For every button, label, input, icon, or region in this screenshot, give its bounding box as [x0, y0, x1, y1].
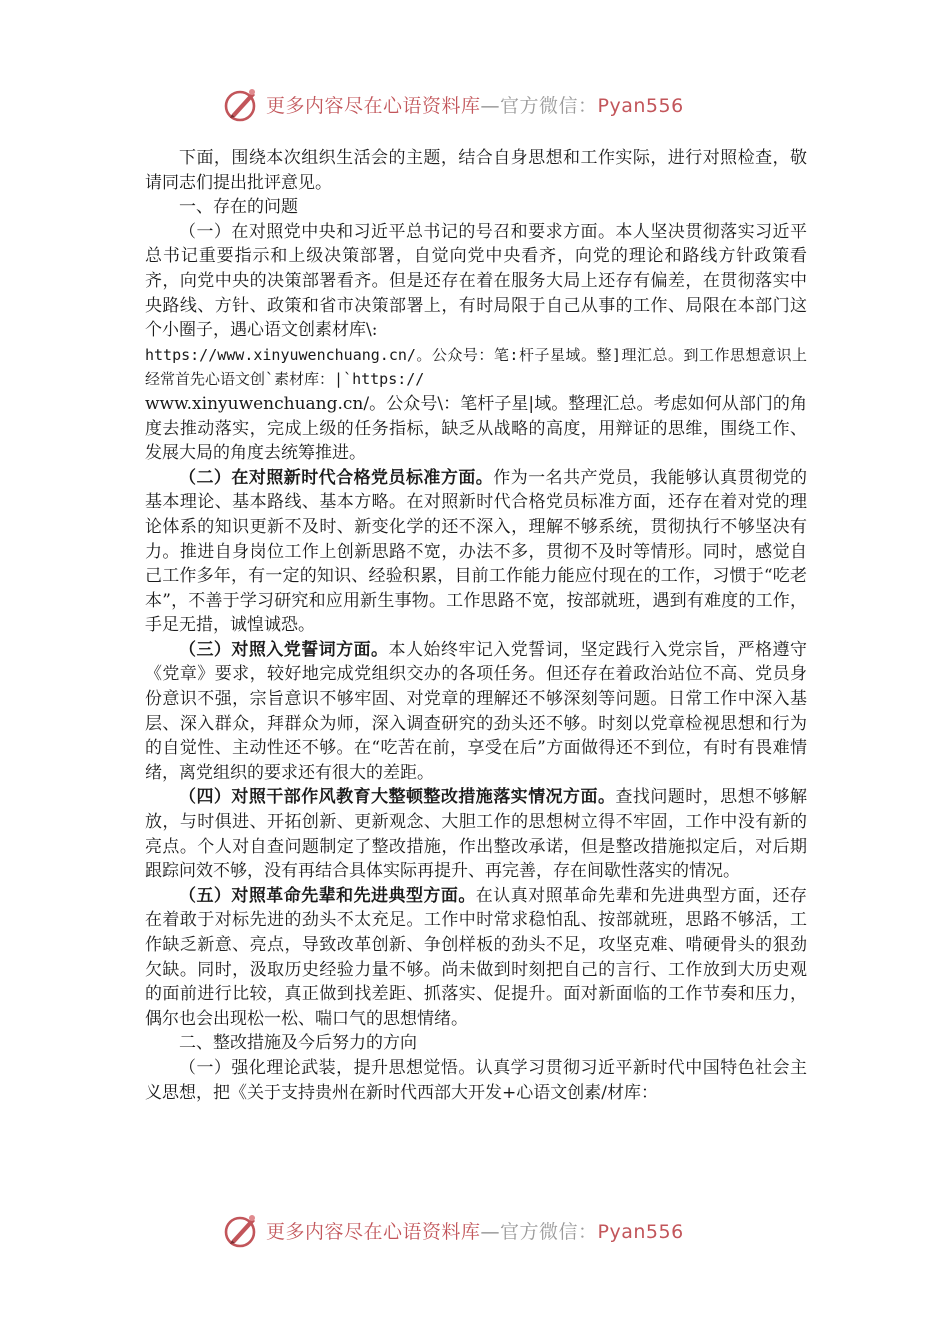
paragraph-1: （一）在对照党中央和习近平总书记的号召和要求方面。本人坚决贯彻落实习近平总书记重要指示和上级决策部署，自觉向党中央看齐，向党的理论和路线方针政策看齐，向党中央的决策部署看齐。但是还存在着在服务大局上还存有偏差，在贯彻落实中央路线、方针、政策和省市决策部署上，有时局限于自己从事的工作、局限在本部门这个小圈子，遇心语文创素材库\: — [145, 221, 807, 341]
paragraph-url-2: www.xinyuwenchuang.cn/。公众号\：笔杆子星|域。整理汇总。考虑如何从部门的角度去推动落实，完成上级的任务指标，缺乏从战略的高度，用辩证的思维，围绕工作、发展大局的角度去统筹推进。 — [145, 393, 807, 464]
banner-wechat-label: 官方微信： — [500, 94, 598, 117]
banner-dash: — — [480, 94, 501, 117]
banner-wechat-id: Pyan556 — [597, 1220, 684, 1243]
pen-logo-icon — [222, 1210, 262, 1250]
banner-main-text: 更多内容尽在心语资料库 — [266, 94, 481, 117]
paragraph-5-title: （五）对照革命先辈和先进典型方面。 — [179, 885, 476, 906]
paragraph-6: （一）强化理论武装，提升思想觉悟。认真学习贯彻习近平新时代中国特色社会主义思想，把《关于支持贵州在新时代西部大开发+心语文创素/材库： — [145, 1057, 807, 1103]
banner-wechat-label: 官方微信： — [500, 1220, 598, 1243]
document-body — [145, 146, 807, 1105]
paragraph-3: （三）对照入党誓词方面。本人始终牢记入党誓词，坚定践行入党宗旨，严格遵守《党章》要求，较好地完成党组织交办的各项任务。但还存在着政治站位不高、党员身份意识不强，宗旨意识不够牢固、对党章的理解还不够深刻等问题。日常工作中深入基层、深入群众，拜群众为师，深入调查研究的劲头还不够。时刻以党章检视思想和行为的自觉性、主动性还不够。在“吃苦在前，享受在后”方面做得还不到位，有时有畏难情绪，离党组织的要求还有很大的差距。 — [145, 639, 808, 783]
header-banner — [222, 82, 742, 126]
banner-dash: — — [480, 1220, 501, 1243]
banner-wechat-id: Pyan556 — [597, 94, 684, 117]
pen-logo-icon — [222, 84, 262, 124]
footer-banner — [222, 1208, 742, 1252]
paragraph-2-title: （二）在对照新时代合格党员标准方面。 — [179, 467, 494, 488]
paragraph-intro: 下面，围绕本次组织生活会的主题，结合自身思想和工作实际，进行对照检查，敬请同志们提出批评意见。 — [145, 148, 807, 193]
section-heading-1: 一、存在的问题 — [179, 197, 298, 218]
paragraph-4-title: （四）对照干部作风教育大整顿整改措施落实情况方面。 — [179, 787, 616, 808]
banner-main-text: 更多内容尽在心语资料库 — [266, 1220, 481, 1243]
paragraph-url-1: https://www.xinyuwenchuang.cn/。公众号：笔:杆子星域。整]理汇总。到工作思想意识上经常首先心语文创`素材库：|`https:// — [145, 345, 807, 389]
paragraph-2: （二）在对照新时代合格党员标准方面。作为一名共产党员，我能够认真贯彻党的基本理论、基本路线、基本方略。在对照新时代合格党员标准方面，还存在着对党的理论体系的知识更新不及时、新变化学的还不深入，理解不够系统，贯彻执行不够坚决有力。推进自身岗位工作上创新思路不宽，办法不多，贯彻不及时等情形。同时，感觉自己工作多年，有一定的知识、经验积累，目前工作能力能应付现在的工作，习惯于“吃老本”，不善于学习研究和应用新生事物。工作思路不宽，按部就班，遇到有难度的工作，手足无措，诚惶诚恐。 — [145, 467, 808, 636]
paragraph-4: （四）对照干部作风教育大整顿整改措施落实情况方面。查找问题时，思想不够解放，与时俱进、开拓创新、更新观念、大胆工作的思想树立得不牢固，工作中没有新的亮点。个人对自查问题制定了整改措施，作出整改承诺，但是整改措施拟定后，对后期跟踪问效不够，没有再结合具体实际再提升、再完善，存在间歇性落实的情况。 — [145, 787, 808, 882]
paragraph-5: （五）对照革命先辈和先进典型方面。在认真对照革命先辈和先进典型方面，还存在着敢于对标先进的劲头不太充足。工作中时常求稳怕乱、按部就班，思路不够活，工作缺乏新意、亮点，导致改革创新、争创样板的劲头不足，攻坚克难、啃硬骨头的狠劲欠缺。同时，汲取历史经验力量不够。尚未做到时刻把自己的言行、工作放到大历史观的面前进行比较，真正做到找差距、抓落实、促提升。面对新面临的工作节奏和压力，偶尔也会出现松一松、喘口气的思想情绪。 — [145, 885, 808, 1029]
section-heading-2: 二、整改措施及今后努力的方向 — [179, 1033, 417, 1054]
paragraph-3-title: （三）对照入党誓词方面。 — [179, 639, 389, 660]
